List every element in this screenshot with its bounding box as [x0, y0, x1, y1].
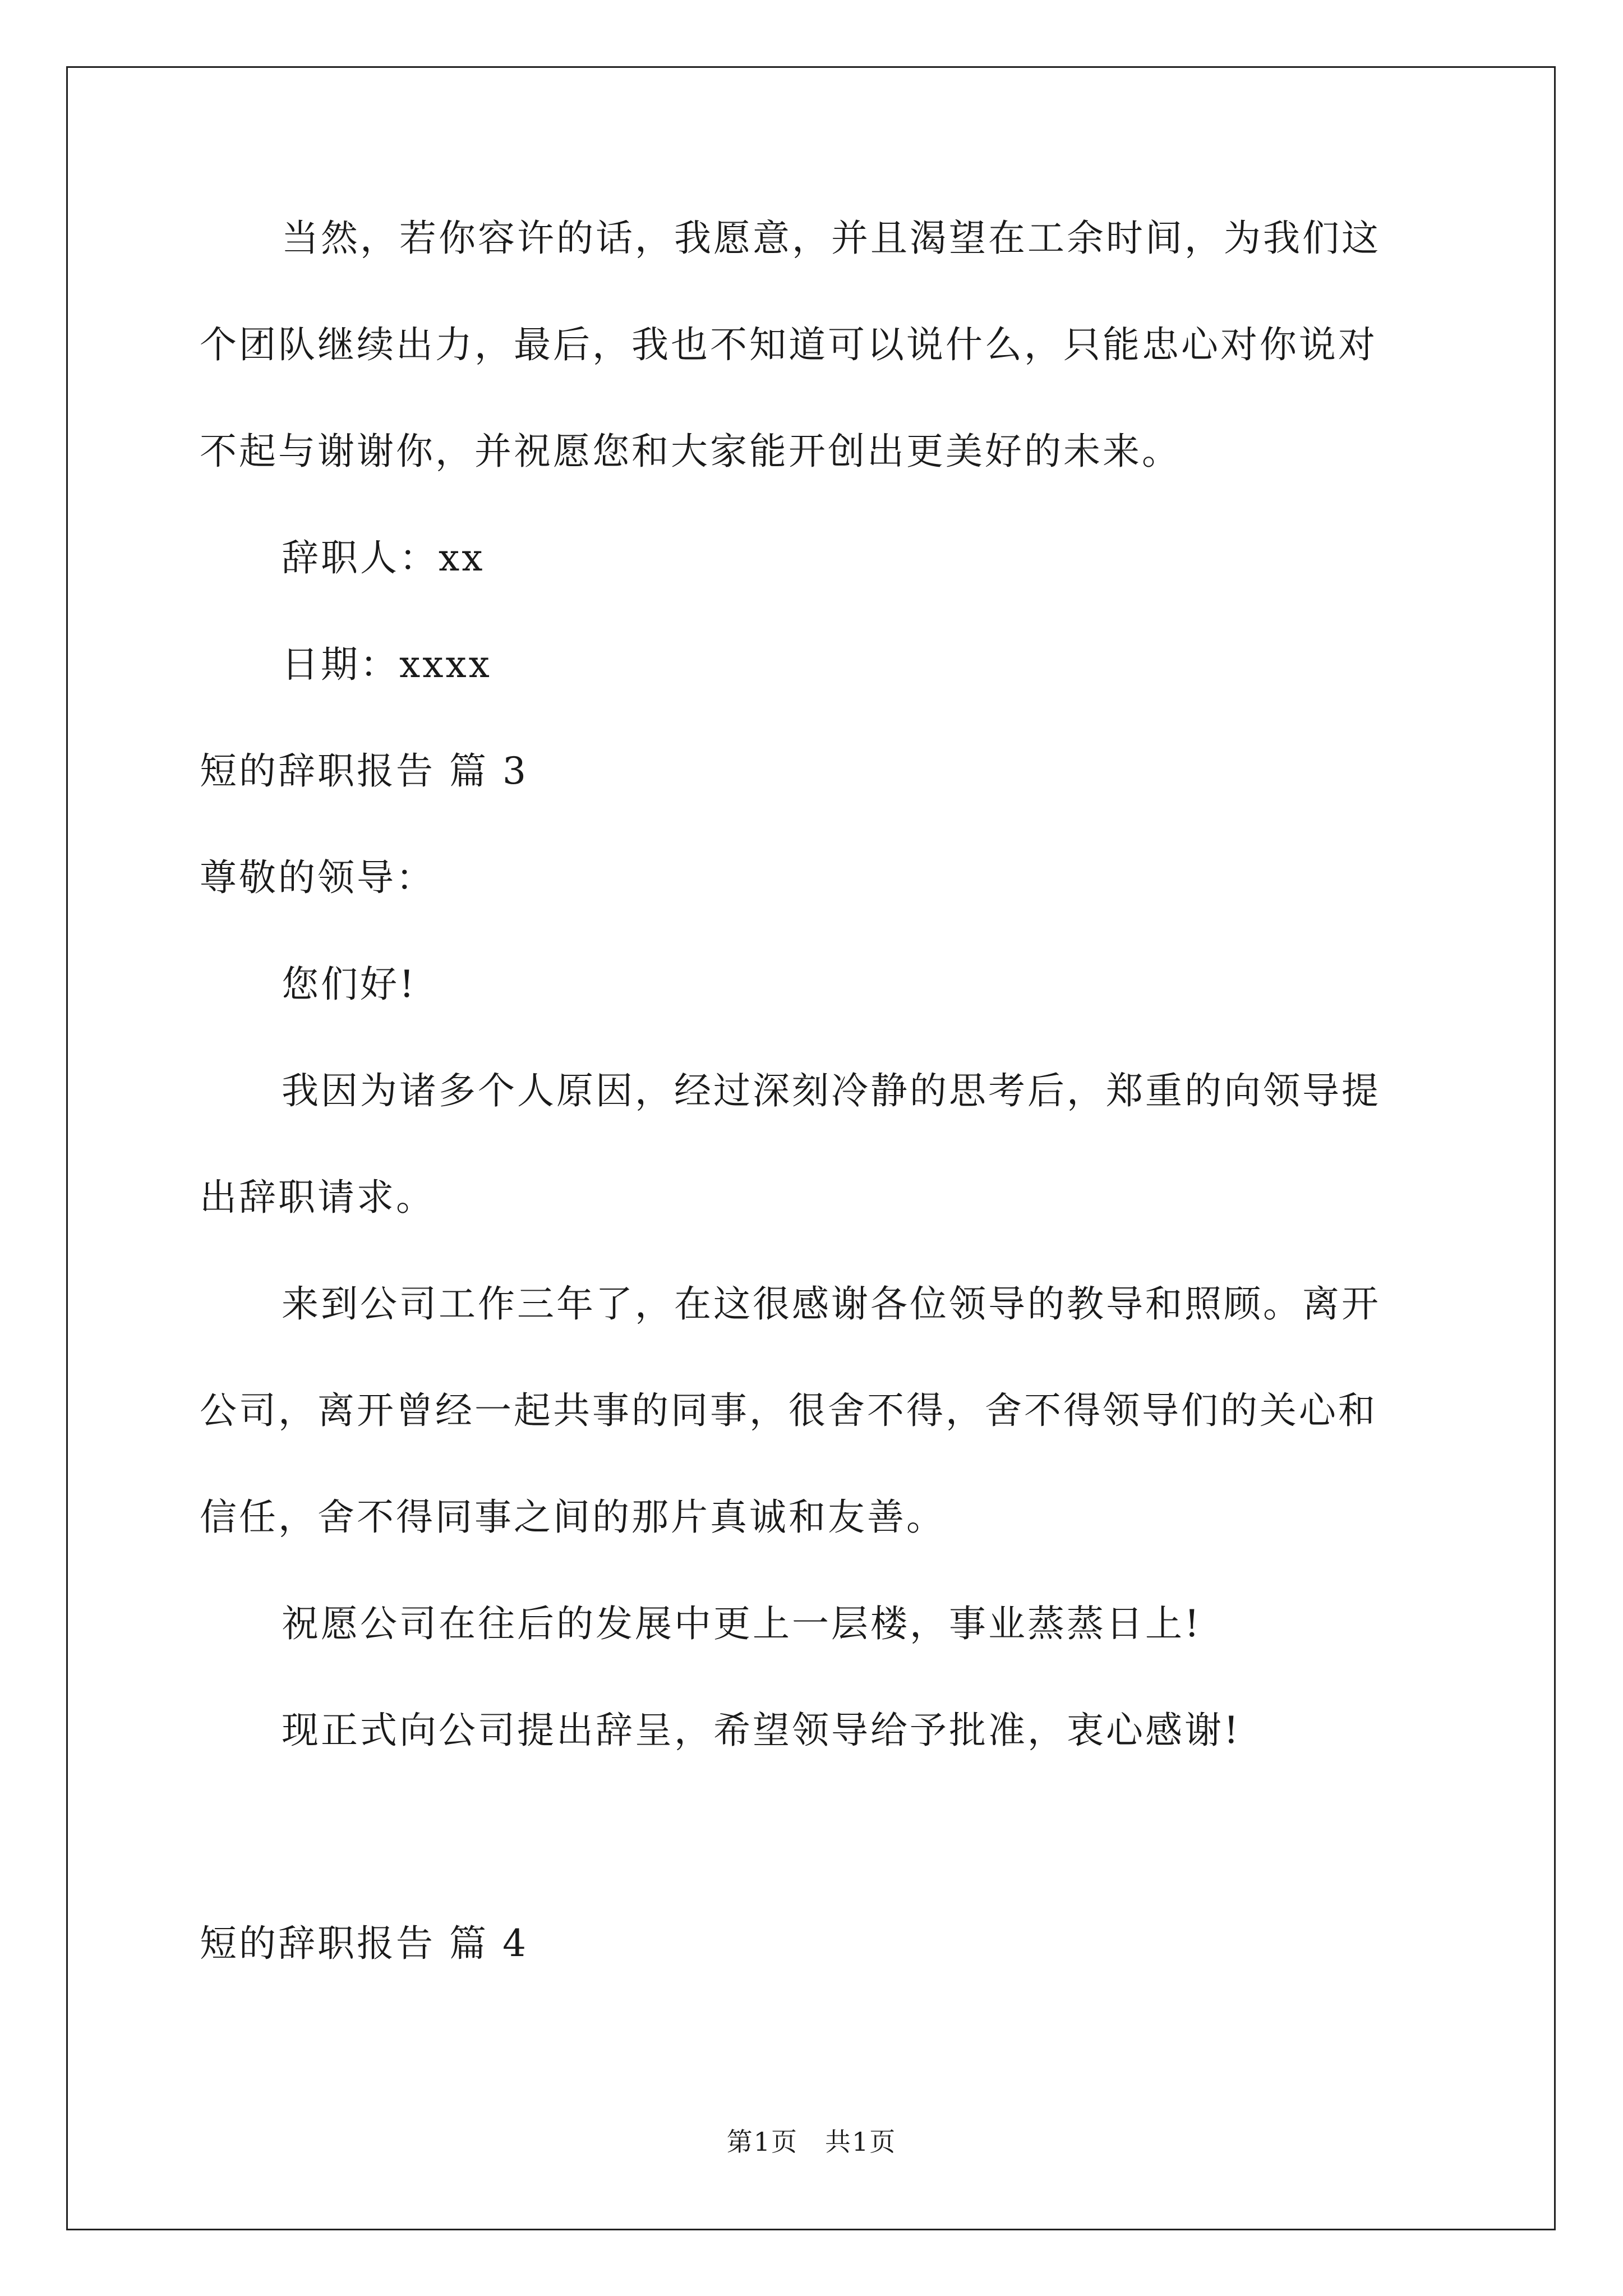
paragraph-line: 现正式向公司提出辞呈，希望领导给予批准，衷心感谢!	[282, 1709, 1241, 1752]
paragraph-line: 不起与谢谢你，并祝愿您和大家能开创出更美好的未来。	[200, 430, 1181, 473]
paragraph-line: 我因为诸多个人原因，经过深刻冷静的思考后，郑重的向领导提	[282, 1069, 1381, 1112]
page-footer: 第1页 共1页	[726, 2127, 897, 2157]
section-heading: 短的辞职报告 篇 4	[200, 1922, 528, 1965]
paragraph-line: 出辞职请求。	[200, 1176, 435, 1219]
paragraph-line: 个团队继续出力，最后，我也不知道可以说什么，只能忠心对你说对	[200, 323, 1377, 366]
page-border	[66, 66, 1556, 2230]
greeting: 您们好!	[282, 963, 417, 1006]
paragraph-line: 祝愿公司在往后的发展中更上一层楼，事业蒸蒸日上!	[282, 1602, 1202, 1645]
date-line: 日期：xxxx	[282, 643, 492, 686]
paragraph-line: 来到公司工作三年了，在这很感谢各位领导的教导和照顾。离开	[282, 1282, 1381, 1326]
paragraph-line: 当然，若你容许的话，我愿意，并且渴望在工余时间，为我们这	[282, 217, 1381, 260]
paragraph-line: 公司，离开曾经一起共事的同事，很舍不得，舍不得领导们的关心和	[200, 1389, 1377, 1432]
signer-line: 辞职人：xx	[282, 536, 485, 579]
section-heading: 短的辞职报告 篇 3	[200, 749, 528, 793]
salutation: 尊敬的领导：	[200, 856, 435, 899]
paragraph-line: 信任，舍不得同事之间的那片真诚和友善。	[200, 1496, 946, 1539]
